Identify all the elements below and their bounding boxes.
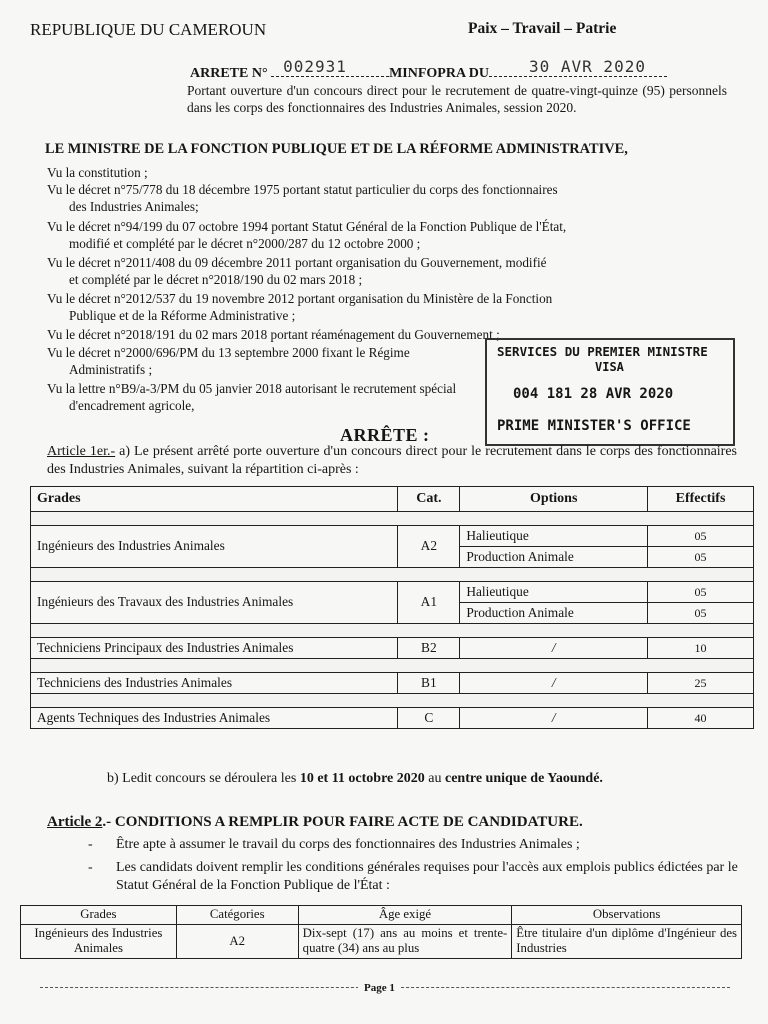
dash-bullet: - (88, 860, 93, 875)
exam-schedule-paragraph (47, 769, 747, 789)
list-item (88, 859, 738, 894)
effectif-cell: 10 (648, 638, 754, 659)
age-requirements-table (20, 905, 742, 959)
visa-line-continued: et complété par le décret n°2018/190 du 02 mars 2018 ; (69, 271, 363, 287)
grade-cell: Ingénieurs des Travaux des Industries Animales (31, 582, 398, 624)
visa-line: Vu le décret n°2012/537 du 19 novembre 2012 portant organisation du Ministère de la Fonction (47, 291, 553, 306)
list-item-text: Être apte à assumer le travail du corps des fonctionnaires des Industries Animales ; (116, 837, 580, 852)
republic-name: REPUBLIQUE DU CAMEROUN (30, 20, 267, 39)
arrete-number: 002931 (283, 56, 347, 76)
table-row (21, 925, 742, 959)
column-header-categories: Catégories (176, 906, 298, 925)
list-item-text: Les candidats doivent remplir les conditions générales requises pour l'accès aux emplois publics édictées par le Statut Général de la Fonction Publique de l'État : (116, 860, 738, 893)
option-cell: / (460, 708, 648, 729)
page-number: Page 1 (358, 982, 401, 995)
visa-line: Vu le décret n°94/199 du 07 octobre 1994 portant Statut Général de la Fonction Publique de l'État, (47, 219, 567, 234)
table-row (31, 673, 754, 694)
article-1 (47, 443, 737, 478)
schedule-text: au (424, 771, 445, 786)
visa-item (47, 219, 737, 252)
visa-item (47, 165, 737, 182)
arrete-middle: MINFOPRA DU (389, 66, 489, 81)
visa-line-continued: des Industries Animales; (69, 198, 199, 214)
effectif-cell: 40 (648, 708, 754, 729)
arrete-date: 30 AVR 2020 (529, 56, 646, 76)
column-header-observations: Observations (512, 906, 742, 925)
visa-line: Vu la lettre n°B9/a-3/PM du 05 janvier 2018 autorisant le recrutement spécial (47, 381, 457, 396)
list-item (88, 836, 738, 854)
option-cell: Halieutique (460, 582, 648, 603)
spacer-row (31, 568, 754, 582)
column-header-options: Options (460, 487, 648, 512)
category-cell: A1 (398, 582, 460, 624)
table-header-row (31, 487, 754, 512)
spacer-row (31, 624, 754, 638)
observation-cell: Être titulaire d'un diplôme d'Ingénieur des Industries (512, 925, 742, 959)
table-row (31, 638, 754, 659)
spacer-row (31, 512, 754, 526)
recruitment-distribution-table (30, 486, 754, 729)
table-row (31, 582, 754, 603)
table-row (31, 526, 754, 547)
category-cell: B1 (398, 673, 460, 694)
grade-cell: Agents Techniques des Industries Animales (31, 708, 398, 729)
effectif-cell: 05 (648, 603, 754, 624)
article-1-label: Article 1er.- (47, 444, 116, 459)
schedule-location: centre unique de Yaoundé. (445, 771, 603, 786)
effectif-cell: 05 (648, 547, 754, 568)
stamp-services-text: SERVICES DU PREMIER MINISTRE (497, 344, 708, 359)
visa-line: Vu la constitution ; (47, 165, 148, 180)
visa-line: Vu le décret n°75/778 du 18 décembre 1975 portant statut particulier du corps des fonctionnaires (47, 182, 558, 197)
grade-cell: Techniciens des Industries Animales (31, 673, 398, 694)
arrete-heading: ARRÊTE : (340, 425, 430, 445)
article-1-text: a) Le présent arrêté porte ouverture d'un concours direct pour le recrutement dans le corps des fonctionnaires des Industries Animales, suivant la répartition ci-après : (47, 444, 737, 477)
category-cell: A2 (398, 526, 460, 568)
stamp-office-text: PRIME MINISTER'S OFFICE (497, 418, 691, 434)
arrete-subject: Portant ouverture d'un concours direct pour le recrutement de quatre-vingt-quinze (95) personnels dans les corps des fonctionnaires des Industries Animales, session 2020. (187, 83, 727, 116)
grade-cell: Techniciens Principaux des Industries Animales (31, 638, 398, 659)
column-header-grades: Grades (31, 487, 398, 512)
spacer-row (31, 659, 754, 673)
spacer-row (31, 694, 754, 708)
column-header-age: Âge exigé (298, 906, 512, 925)
arrete-prefix: ARRETE N° (190, 66, 268, 81)
option-cell: Production Animale (460, 603, 648, 624)
stamp-number-date: 004 181 28 AVR 2020 (513, 386, 674, 402)
option-cell: Halieutique (460, 526, 648, 547)
column-header-grades: Grades (21, 906, 177, 925)
article-2-label: Article 2 (47, 814, 103, 830)
visa-line-continued: d'encadrement agricole, (69, 397, 195, 413)
minister-title: LE MINISTRE DE LA FONCTION PUBLIQUE ET DE LA RÉFORME ADMINISTRATIVE, (45, 141, 628, 157)
column-header-category: Cat. (398, 487, 460, 512)
arrete-reference-line (190, 56, 667, 83)
visa-line: Vu le décret n°2011/408 du 09 décembre 2011 portant organisation du Gouvernement, modifié (47, 255, 547, 270)
visa-line: Vu le décret n°2000/696/PM du 13 septembre 2000 fixant le Régime (47, 345, 410, 360)
category-cell: C (398, 708, 460, 729)
stamp-visa-text: VISA (595, 360, 624, 374)
option-cell: / (460, 638, 648, 659)
schedule-dates: 10 et 11 octobre 2020 (299, 771, 425, 786)
table-row (31, 708, 754, 729)
arrete-number-field (271, 56, 389, 77)
visa-line-continued: Administratifs ; (69, 361, 153, 377)
age-cell: Dix-sept (17) ans au moins et trente-quatre (34) ans au plus (298, 925, 512, 959)
table-header-row (21, 906, 742, 925)
category-cell: A2 (176, 925, 298, 959)
national-motto: Paix – Travail – Patrie (468, 20, 617, 37)
schedule-text: b) Ledit concours se déroulera les (107, 771, 300, 786)
category-cell: B2 (398, 638, 460, 659)
arrete-date-field (489, 56, 667, 77)
visa-item (47, 291, 737, 324)
article-2-title: .- CONDITIONS A REMPLIR POUR FAIRE ACTE DE CANDIDATURE. (102, 814, 583, 830)
visa-line: Vu le décret n°2018/191 du 02 mars 2018 portant réaménagement du Gouvernement ; (47, 327, 500, 342)
prime-minister-visa-stamp (485, 338, 735, 446)
dash-bullet: - (88, 837, 93, 852)
effectif-cell: 05 (648, 582, 754, 603)
visa-line-continued: modifié et complété par le décret n°2000/287 du 12 octobre 2000 ; (69, 235, 421, 251)
visa-item (47, 255, 737, 288)
option-cell: Production Animale (460, 547, 648, 568)
article-2-heading (47, 813, 583, 831)
effectif-cell: 05 (648, 526, 754, 547)
grade-cell: Ingénieurs des Industries Animales (21, 925, 177, 959)
visa-item (47, 182, 737, 215)
effectif-cell: 25 (648, 673, 754, 694)
option-cell: / (460, 673, 648, 694)
column-header-effectifs: Effectifs (648, 487, 754, 512)
grade-cell: Ingénieurs des Industries Animales (31, 526, 398, 568)
visa-line-continued: Publique et de la Réforme Administrative ; (69, 307, 296, 323)
